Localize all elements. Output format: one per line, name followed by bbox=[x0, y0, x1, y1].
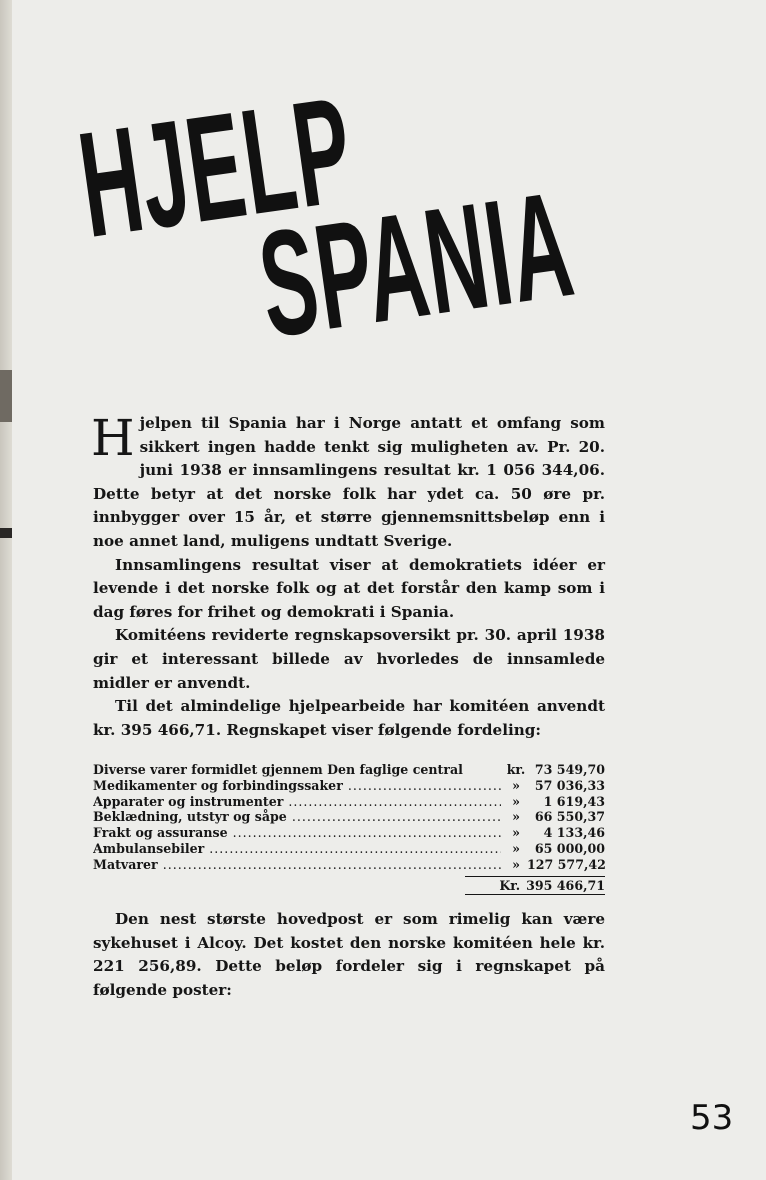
paragraph-1 bbox=[91, 409, 605, 554]
ledger-total-currency: Kr. bbox=[499, 877, 521, 893]
ledger-amount: 73 549,70 bbox=[534, 762, 605, 777]
ledger-currency: » bbox=[512, 793, 520, 809]
ledger-currency: kr. bbox=[506, 762, 526, 777]
headline-line-2: SPANIA bbox=[249, 159, 583, 369]
intro-text bbox=[91, 409, 605, 742]
ledger-label: Medikamenter og forbindingssaker ..... bbox=[93, 778, 501, 794]
ledger-row bbox=[93, 762, 605, 778]
ledger-label: Ambulansebiler ..... bbox=[93, 841, 501, 857]
expense-ledger bbox=[93, 762, 605, 895]
ledger-total-amount: 395 466,71 bbox=[526, 877, 605, 893]
closing-text bbox=[93, 908, 605, 1002]
ledger-label: Matvarer ..... bbox=[93, 857, 501, 873]
ledger-row bbox=[93, 857, 605, 873]
ledger-amount: 1 619,43 bbox=[543, 793, 605, 809]
headline-line-1: HJELP bbox=[69, 64, 363, 269]
ledger-row bbox=[93, 841, 605, 857]
scan-edge-mark bbox=[0, 528, 12, 538]
paragraph-5: Den nest største hovedpost er som rimelig kan være sykehuset i Alcoy. Det kostet den norske komitéen hele kr. 221 256,89. Dette beløp fordeler sig i regnskapet på følgende poster: bbox=[93, 910, 605, 999]
drop-cap: H bbox=[91, 409, 135, 467]
ledger-label: Apparater og instrumenter ..... bbox=[93, 794, 501, 810]
ledger-row bbox=[93, 794, 605, 810]
paragraph-2: Innsamlingens resultat viser at demokratiets idéer er levende i det norske folk og at det forstår den kamp som i dag føres for frihet og demokrati i Spania. bbox=[93, 555, 605, 621]
ledger-row bbox=[93, 778, 605, 794]
ledger-currency: » bbox=[512, 777, 520, 793]
ledger-amount: 66 550,37 bbox=[534, 809, 605, 825]
ledger-row bbox=[93, 809, 605, 825]
ledger-total bbox=[465, 876, 605, 896]
ledger-amount: 127 577,42 bbox=[527, 856, 606, 872]
scan-edge-mark bbox=[0, 370, 12, 422]
ledger-label: Diverse varer formidlet gjennem Den faglige central bbox=[93, 762, 463, 777]
ledger-amount: 57 036,33 bbox=[534, 777, 605, 793]
paragraph-1-text: jelpen til Spania har i Norge antatt et omfang som sikkert ingen hadde tenkt sig muligheten av. Pr. 20. juni 1938 er innsamlingens resultat kr. 1 056 344,06. Dette betyr at det norske folk har ydet ca. 50 øre pr. innbygger over 15 år, et større gjennemsnittsbeløp enn i noe annet land, muligens undtatt Sverige. bbox=[93, 414, 605, 550]
paragraph-4: Til det almindelige hjelpearbeide har komitéen anvendt kr. 395 466,71. Regnskapet viser følgende fordeling: bbox=[93, 697, 605, 739]
scan-edge bbox=[0, 0, 12, 1180]
ledger-currency: » bbox=[512, 809, 520, 825]
ledger-currency: » bbox=[512, 840, 520, 856]
ledger-amount: 4 133,46 bbox=[543, 825, 605, 841]
ledger-row bbox=[93, 825, 605, 841]
ledger-label: Beklædning, utstyr og såpe ..... bbox=[93, 809, 501, 825]
ledger-label: Frakt og assuranse ..... bbox=[93, 825, 501, 841]
ledger-amount: 65 000,00 bbox=[534, 840, 605, 856]
paragraph-3: Komitéens reviderte regnskapsoversikt pr. 30. april 1938 gir et interessant billede av hvorledes de innsamlede midler er anvendt. bbox=[93, 626, 605, 692]
page-number: 53 bbox=[690, 1098, 734, 1138]
ledger-currency: » bbox=[512, 856, 520, 872]
ledger-currency: » bbox=[512, 825, 520, 841]
